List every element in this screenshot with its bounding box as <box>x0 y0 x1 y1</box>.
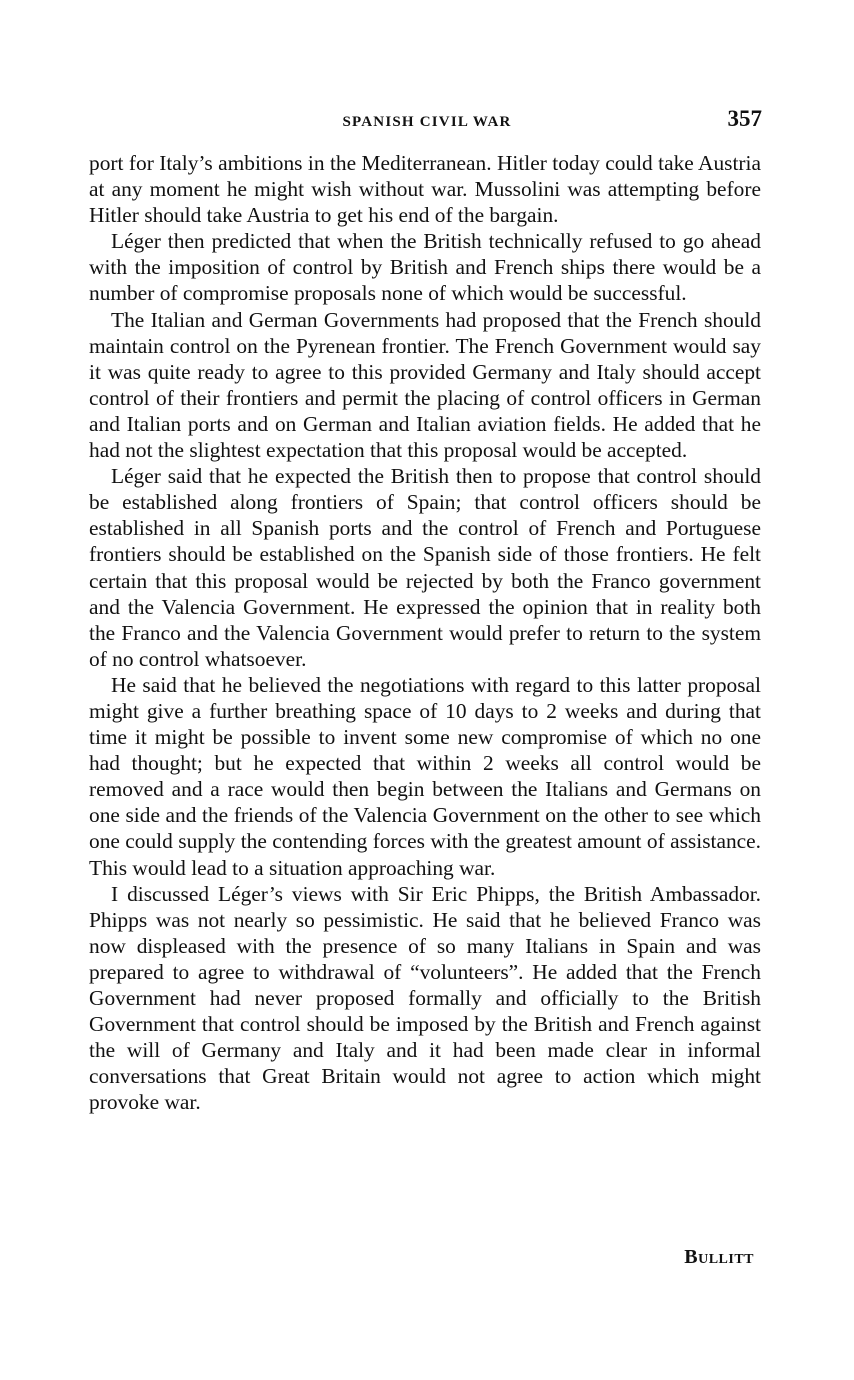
paragraph-continued: port for Italy’s ambitions in the Mediterranean. Hitler today could take Austria at any moment he might wish without war. Mussolini was attempting before Hitler should take Austria to get his end of the bargain. <box>89 151 761 228</box>
paragraph: The Italian and German Governments had proposed that the French should maintain control on the Pyrenean frontier. The French Government would say it was quite ready to agree to this provided Germany and Italy should accept control of their frontiers and permit the placing of control officers in German and Italian ports and on German and Italian aviation fields. He added that he had not the slightest expectation that this proposal would be accepted. <box>89 307 761 463</box>
running-head <box>88 106 766 136</box>
body-text <box>89 150 761 1115</box>
page-number: 357 <box>727 106 762 131</box>
signature: Bullitt <box>684 1246 754 1268</box>
paragraph: I discussed Léger’s views with Sir Eric Phipps, the British Ambassador. Phipps was not nearly so pessimistic. He said that he believed Franco was now displeased with the presence of so many Italians in Spain and was prepared to agree to withdrawal of “volunteers”. He added that the French Government had never proposed formally and officially to the British Government that control should be imposed by the British and French against the will of Germany and Italy and it had been made clear in informal conversations that Great Britain would not agree to action which might provoke war. <box>89 881 761 1115</box>
running-title: SPANISH CIVIL WAR <box>342 114 512 130</box>
paragraph: Léger then predicted that when the British technically refused to go ahead with the imposition of control by British and French ships there would be a number of compromise proposals none of which would be successful. <box>89 229 761 306</box>
paragraph: Léger said that he expected the British then to propose that control should be established along frontiers of Spain; that control officers should be established in all Spanish ports and the control of French and Portuguese frontiers should be established on the Spanish side of those frontiers. He felt certain that this proposal would be rejected by both the Franco government and the Valencia Government. He expressed the opinion that in reality both the Franco and the Valencia Government would prefer to return to the system of no control whatsoever. <box>89 464 761 671</box>
paragraph: He said that he believed the negotiations with regard to this latter proposal might give a further breathing space of 10 days to 2 weeks and during that time it might be possible to invent some new compromise of which no one had thought; but he expected that within 2 weeks all control would be removed and a race would then begin between the Italians and Germans on one side and the friends of the Valencia Government on the other to see which one could supply the contending forces with the greatest amount of assistance. This would lead to a situation approaching war. <box>89 672 761 880</box>
